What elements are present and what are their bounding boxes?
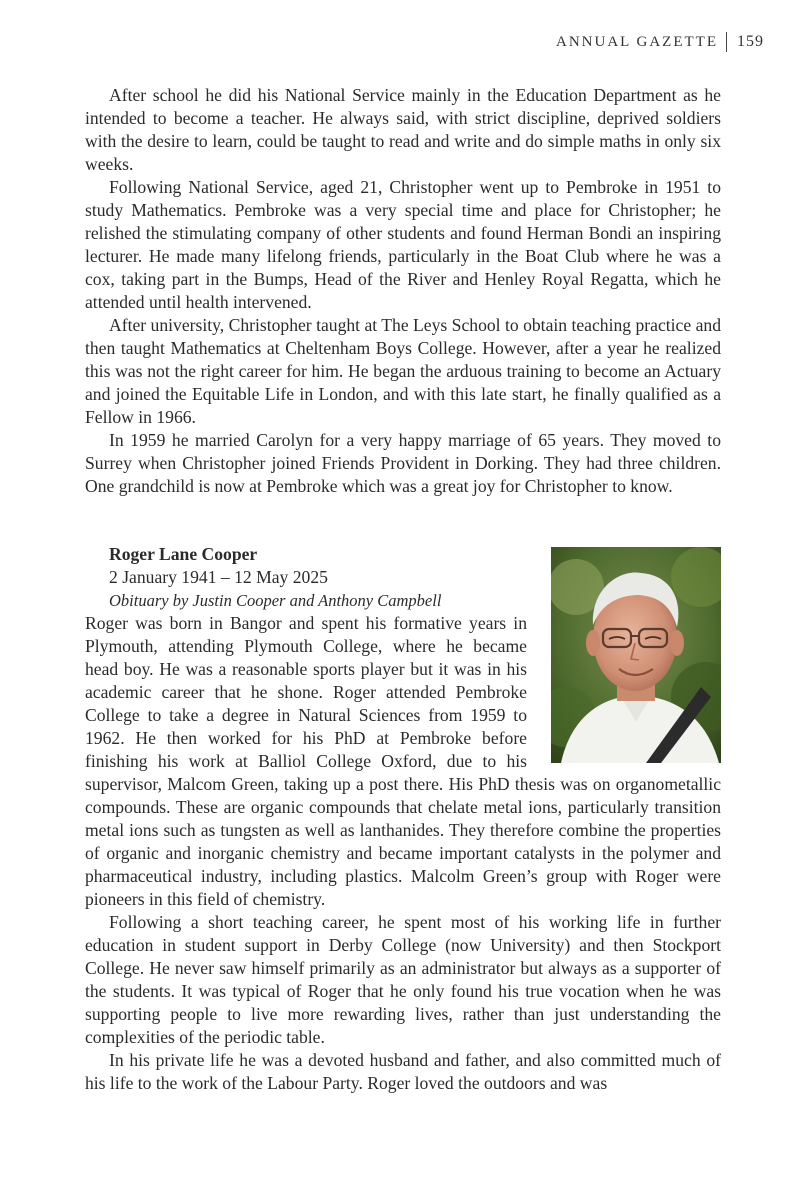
- body-paragraph: Following National Service, aged 21, Christopher went up to Pembroke in 1951 to study Mathematics. Pembroke was a very special time and place for Christopher; he relished the stimulating company of other students and found Herman Bondi an inspiring lecturer. He made many lifelong friends, particularly in the Boat Club where he was a cox, taking part in the Bumps, Head of the River and Henley Royal Regatta, which he attended until health intervened.: [85, 177, 721, 312]
- portrait-photo-image: [551, 547, 721, 763]
- page-number: 159: [737, 33, 764, 50]
- previous-obituary-continuation: [85, 84, 721, 498]
- body-paragraph: After school he did his National Service mainly in the Education Department as he intended to become a teacher. He always said, with strict discipline, deprived soldiers with the desire to learn, could be taught to read and write and do simple maths in only six weeks.: [85, 85, 721, 174]
- body-paragraph: Roger was born in Bangor and spent his formative years in Plymouth, attending Plymouth College, where he became head boy. He was a reasonable sports player but it was in his academic career that he shone. Roger attended Pembroke College to take a degree in Natural Sciences from 1959 to 1962. He then worked for his PhD at Pembroke before finishing his work at Balliol College Oxford, due to his supervisor, Malcom Green, taking up a post there. His PhD thesis was on organometallic compounds. These are organic compounds that chelate metal ions, particularly transition metal ions such as tungsten as well as lanthanides. They therefore combine the properties of organic and inorganic chemistry and became important catalysts in the polymer and pharmaceutical industry, including plastics. Malcolm Green’s group with Roger were pioneers in this field of chemistry.: [85, 613, 721, 909]
- header-divider: [726, 32, 727, 52]
- obituary-name: Roger Lane Cooper: [109, 544, 258, 564]
- portrait-photo: [551, 547, 721, 763]
- running-header: [556, 32, 764, 52]
- body-paragraph: In his private life he was a devoted husband and father, and also committed much of his life to the work of the Labour Party. Roger loved the outdoors and was: [85, 1050, 721, 1093]
- obituary-roger-lane-cooper: [85, 543, 721, 1095]
- body-paragraph: In 1959 he married Carolyn for a very happy marriage of 65 years. They moved to Surrey when Christopher joined Friends Provident in Dorking. They had three children. One grandchild is now at Pembroke which was a great joy for Christopher to know.: [85, 430, 721, 496]
- publication-title: ANNUAL GAZETTE: [556, 33, 718, 50]
- obituary-dates: 2 January 1941 – 12 May 2025: [109, 567, 328, 587]
- obituary-byline: Obituary by Justin Cooper and Anthony Campbell: [109, 591, 442, 610]
- body-paragraph: After university, Christopher taught at The Leys School to obtain teaching practice and then taught Mathematics at Cheltenham Boys College. However, after a year he realized this was not the right career for him. He began the arduous training to become an Actuary and joined the Equitable Life in London, and with this late start, he finally qualified as a Fellow in 1966.: [85, 315, 721, 427]
- body-paragraph: Following a short teaching career, he spent most of his working life in further education in student support in Derby College (now University) and then Stockport College. He never saw himself primarily as an administrator but always as a supporter of the students. It was typical of Roger that he only found his true vocation when he was supporting people to live more rewarding lives, rather than just understanding the complexities of the periodic table.: [85, 912, 721, 1047]
